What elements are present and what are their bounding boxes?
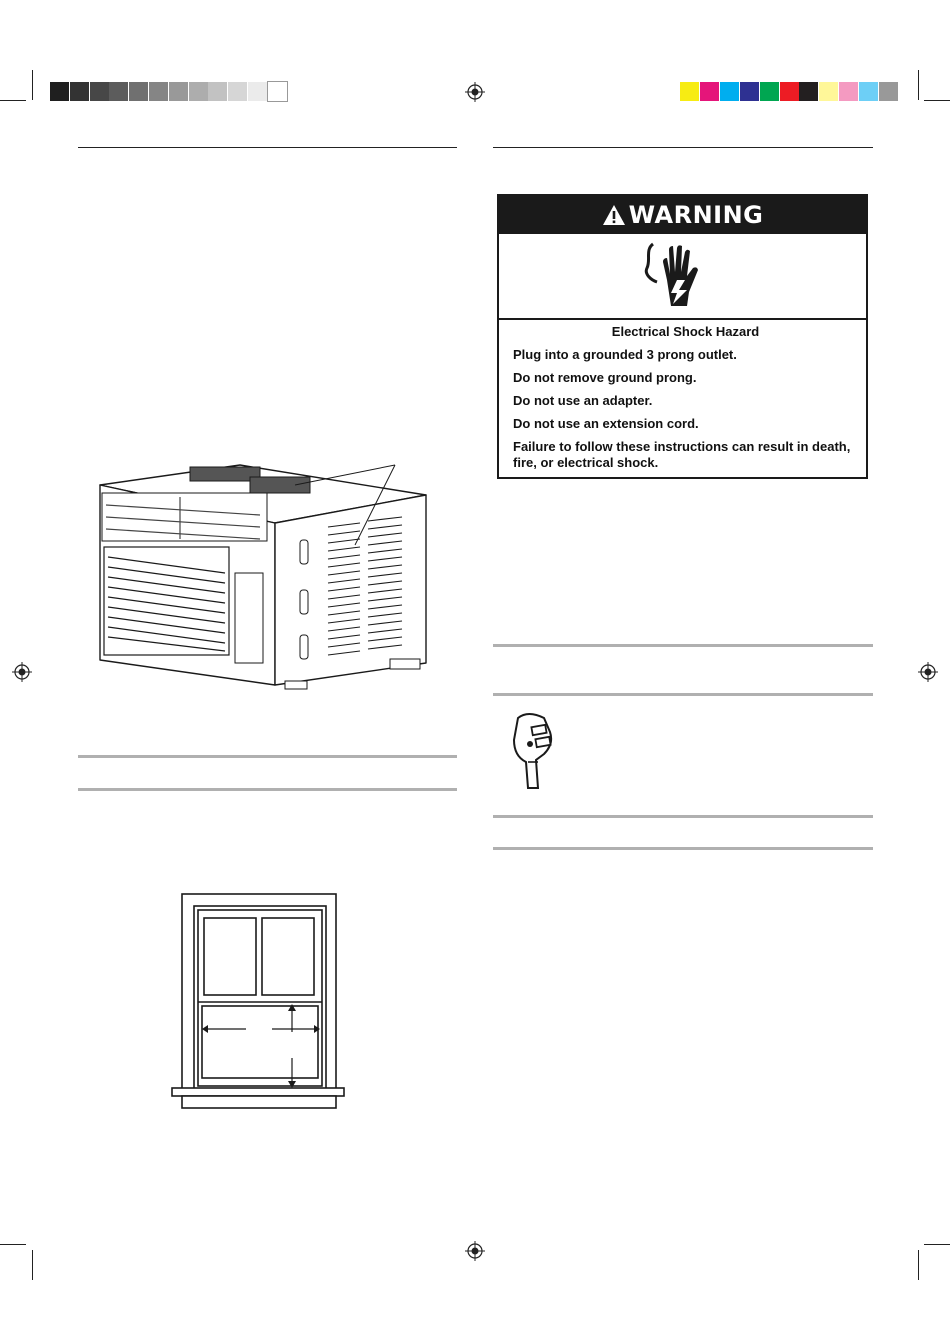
registration-mark-icon: [12, 662, 32, 682]
warning-box: [497, 194, 868, 479]
warning-header: [499, 196, 866, 234]
warning-triangle-icon: [602, 204, 626, 226]
color-swatch: [859, 82, 878, 101]
warning-line: Do not use an adapter.: [513, 393, 653, 408]
color-swatch: [780, 82, 799, 101]
warning-line: Plug into a grounded 3 prong outlet.: [513, 347, 737, 362]
crop-mark: [0, 1244, 26, 1245]
greyscale-swatch: [129, 82, 148, 101]
color-swatch: [740, 82, 759, 101]
greyscale-swatch: [228, 82, 247, 101]
section-rule: [493, 815, 873, 818]
greyscale-swatch: [248, 82, 267, 101]
color-swatch: [819, 82, 838, 101]
warning-line: Do not use an extension cord.: [513, 416, 699, 431]
warning-text: [513, 324, 858, 478]
color-swatch: [760, 82, 779, 101]
registration-mark-icon: [465, 1241, 485, 1261]
warning-icon-area: [499, 234, 866, 320]
greyscale-swatch: [189, 82, 208, 101]
section-rule: [493, 644, 873, 647]
color-swatch: [879, 82, 898, 101]
crop-mark: [32, 1250, 33, 1280]
greyscale-swatch: [90, 82, 109, 101]
crop-mark: [918, 70, 919, 100]
color-swatch: [680, 82, 699, 101]
color-swatch: [700, 82, 719, 101]
color-swatch: [720, 82, 739, 101]
crop-mark: [918, 1250, 919, 1280]
column-top-rule: [78, 147, 457, 148]
greyscale-swatch: [109, 82, 128, 101]
crop-mark: [32, 70, 33, 100]
section-rule: [493, 693, 873, 696]
warning-line: Failure to follow these instructions can result in death, fire, or electrical shock.: [513, 439, 851, 470]
registration-mark-icon: [918, 662, 938, 682]
section-rule: [78, 788, 457, 791]
hazard-title: Electrical Shock Hazard: [611, 324, 760, 339]
greyscale-swatch: [169, 82, 188, 101]
warning-line: Do not remove ground prong.: [513, 370, 697, 385]
greyscale-swatch: [268, 82, 287, 101]
crop-mark: [924, 1244, 950, 1245]
greyscale-swatch: [208, 82, 227, 101]
greyscale-swatch: [149, 82, 168, 101]
column-top-rule: [493, 147, 873, 148]
registration-mark-icon: [465, 82, 485, 102]
warning-title: WARNING: [628, 201, 764, 229]
air-conditioner-illustration: [90, 455, 435, 695]
crop-mark: [924, 100, 950, 101]
greyscale-swatch: [50, 82, 69, 101]
three-prong-plug-icon: [510, 712, 560, 794]
color-swatch: [799, 82, 818, 101]
section-rule: [493, 847, 873, 850]
color-swatch: [839, 82, 858, 101]
crop-mark: [0, 100, 26, 101]
electrical-shock-hand-icon: [637, 240, 709, 312]
greyscale-swatch: [70, 82, 89, 101]
section-rule: [78, 755, 457, 758]
window-measurement-diagram: [168, 892, 348, 1112]
